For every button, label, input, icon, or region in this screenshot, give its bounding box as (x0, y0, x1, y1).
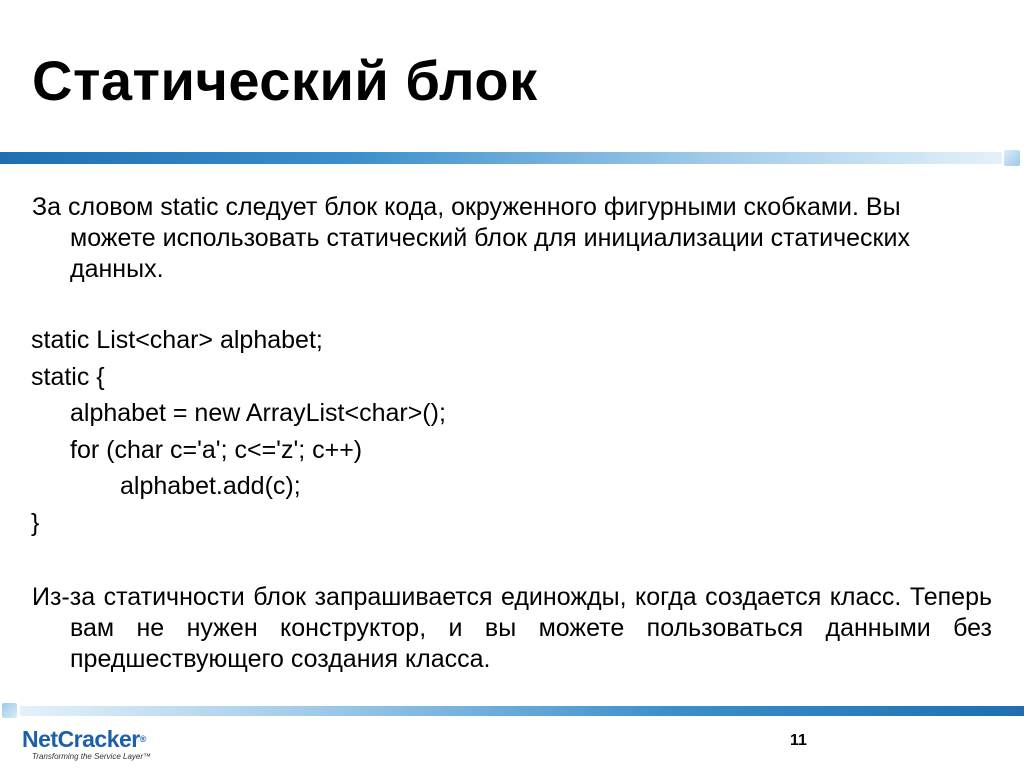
logo-net-text: Net (22, 726, 58, 752)
code-block (31, 322, 446, 541)
page-number: 11 (790, 732, 807, 749)
logo-tagline: Transforming the Service Layer™ (32, 752, 152, 761)
logo-registered-mark: ® (139, 734, 146, 744)
outro-paragraph: Из-за статичности блок запрашивается единожды, когда создается класс. Теперь вам не нужен конструктор, и вы можете пользоваться данными без предшествующего создания класса. (32, 583, 992, 673)
intro-paragraph: За словом static следует блок кода, окруженного фигурными скобками. Вы можете использовать статический блок для инициализации статических данных. (32, 193, 910, 283)
code-line: static { (31, 362, 105, 391)
code-line: for (char c='a'; c<='z'; c++) (70, 435, 363, 464)
netcracker-logo (22, 726, 172, 762)
code-line: alphabet = new ArrayList<char>(); (70, 399, 446, 427)
code-line: } (31, 508, 40, 537)
logo-wordmark (22, 726, 172, 752)
bottom-divider-bar (20, 706, 1024, 716)
logo-cracker-text: Cracker (57, 726, 140, 752)
code-line: static List<char> alphabet; (31, 326, 323, 354)
bottom-divider-end-square (2, 703, 17, 718)
slide-title: Статический блок (32, 49, 538, 112)
top-divider-bar (0, 152, 1002, 164)
code-line: alphabet.add(c); (120, 472, 301, 500)
top-divider-end-square (1004, 150, 1020, 166)
